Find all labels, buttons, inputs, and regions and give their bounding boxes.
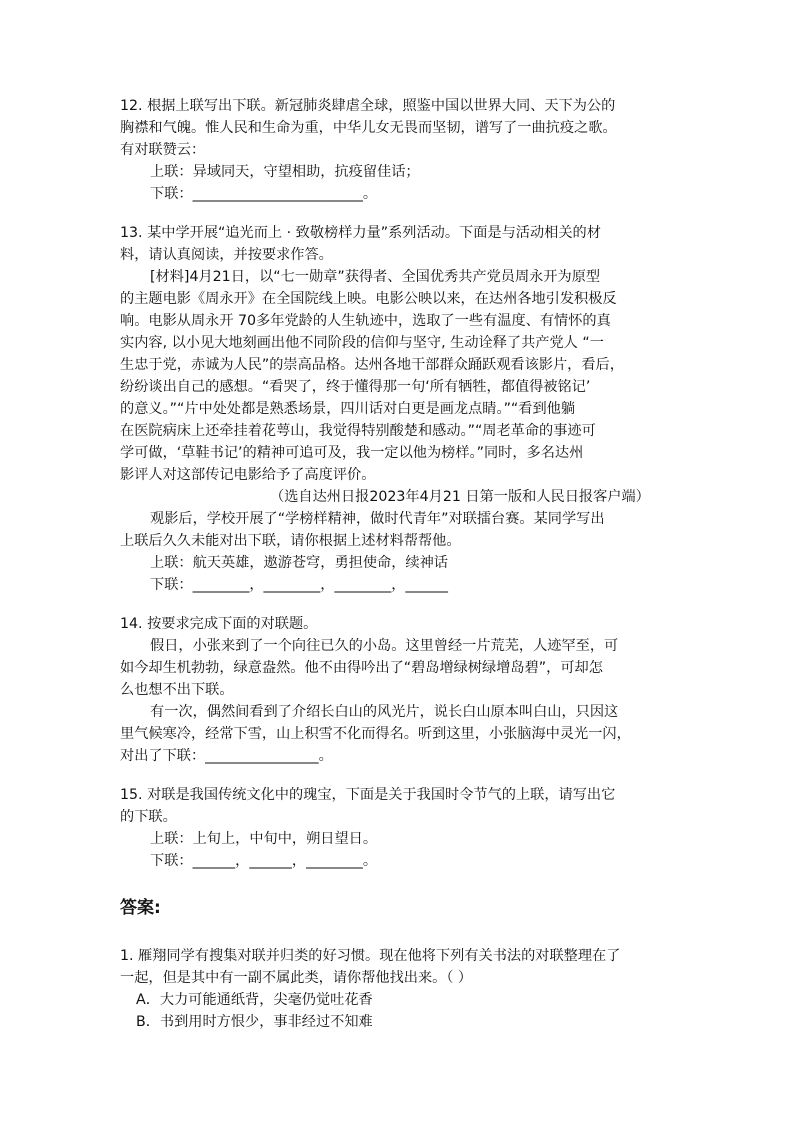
answers-heading: 答案: xyxy=(120,898,161,918)
q13-line-1: 13. 某中学开展“追光而上 · 致敬榜样力量”系列活动。下面是与活动相关的材 xyxy=(120,225,601,241)
q13-task-line-2: 上联后久久未能对出下联，请你根据上述材料帮帮他。 xyxy=(120,533,461,549)
q13-material-line-6: 纷纷谈出自己的感想。“看哭了，终于懂得那一句‘所有牺牲，都值得被铭记’ xyxy=(120,379,591,395)
q14-para1-line-1: 假日，小张来到了一个向往已久的小岛。这里曾经一片荒芜，人迹罕至，可 xyxy=(150,638,619,654)
answer-option-b: B．书到用时方恨少，事非经过不知难 xyxy=(136,1014,373,1030)
q12-line-1: 12. 根据上联写出下联。新冠肺炎肆虐全球，照鉴中国以世界大同、天下为公的 xyxy=(120,98,616,114)
q14-para2-line-2: 里气候寒冷，经常下雪，山上积雪不化而得名。听到这里，小张脑海中灵光一闪， xyxy=(120,726,631,742)
q15-line-2: 的下联。 xyxy=(120,809,177,825)
q14-para1-line-3: 么也想不出下联。 xyxy=(120,682,234,698)
q15-line-1: 15. 对联是我国传统文化中的瑰宝，下面是关于我国时令节气的上联，请写出它 xyxy=(120,787,616,803)
q15-lower-couplet-blank: 下联：______，______，________。 xyxy=(150,853,378,869)
q13-material-line-7: 的意义。”“片中处处都是熟悉场景，四川话对白更是画龙点睛。”“看到他躺 xyxy=(120,401,576,417)
q13-material-line-8: 在医院病床上还牵挂着花萼山，我觉得特别酸楚和感动。”“周老革命的事迹可 xyxy=(120,423,596,439)
q13-material-line-10: 影评人对这部传记电影给予了高度评价。 xyxy=(120,467,376,483)
answer-q1-line-1: 1. 雁翔同学有搜集对联并归类的好习惯。现在他将下列有关书法的对联整理在了 xyxy=(120,948,621,964)
answer-q1-line-2: 一起，但是其中有一副不属此类，请你帮他找出来。（ ） xyxy=(120,970,473,986)
q13-task-line-1: 观影后，学校开展了“学榜样精神，做时代青年”对联擂台赛。某同学写出 xyxy=(150,511,605,527)
q13-material-line-9: 学可做，‘草鞋书记’的精神可追可及，我一定以他为榜样。”同时，多名达州 xyxy=(120,445,584,461)
q14-para2-line-1: 有一次，偶然间看到了介绍长白山的风光片，说长白山原本叫白山，只因这 xyxy=(150,704,619,720)
q12-line-3: 有对联赞云： xyxy=(120,142,206,158)
q13-source-citation: （选自达州日报2023年4月21 日第一版和人民日报客户端） xyxy=(270,489,650,505)
q13-line-2: 料，请认真阅读，并按要求作答。 xyxy=(120,247,333,263)
q13-material-line-4: 实内容, 以小见大地刻画出他不同阶段的信仰与坚守, 生动诠释了共产党人 “一 xyxy=(120,335,604,351)
q12-line-2: 胸襟和气魄。惟人民和生命为重，中华儿女无畏而坚韧，谱写了一曲抗疫之歌。 xyxy=(120,120,617,136)
q13-upper-couplet: 上联：航天英雄，遨游苍穹，勇担使命，续神话 xyxy=(150,555,448,571)
answer-option-a: A．大力可能通纸背，尖毫仍觉吐花香 xyxy=(136,992,373,1008)
q12-lower-couplet-blank: 下联：________________________。 xyxy=(150,186,378,202)
q12-upper-couplet: 上联：异域同天，守望相助，抗疫留佳话； xyxy=(150,164,420,180)
q13-material-line-3: 响。电影从周永开 70多年党龄的人生轨迹中，选取了一些有温度、有情怀的真 xyxy=(120,313,611,329)
q14-para2-line-3: 对出了下联：________________。 xyxy=(120,748,333,764)
q13-material-line-2: 的主题电影《周永开》在全国院线上映。电影公映以来，在达州各地引发积极反 xyxy=(120,291,617,307)
q14-para1-line-2: 如今却生机勃勃，绿意盎然。他不由得吟出了“碧岛增绿树绿增岛碧”，可却怎 xyxy=(120,660,603,676)
q15-upper-couplet: 上联：上旬上，中旬中，朔日望日。 xyxy=(150,831,378,847)
q13-lower-couplet-blank: 下联：________，________，________，______ xyxy=(150,577,448,593)
q13-material-line-5: 生忠于党，赤诚为人民”的崇高品格。达州各地干部群众踊跃观看该影片，看后， xyxy=(120,357,624,373)
q14-line-1: 14. 按要求完成下面的对联题。 xyxy=(120,616,318,632)
q13-material-line-1: [材料]4月21日，以“七一勋章”获得者、全国优秀共产党员周永开为原型 xyxy=(150,269,601,285)
